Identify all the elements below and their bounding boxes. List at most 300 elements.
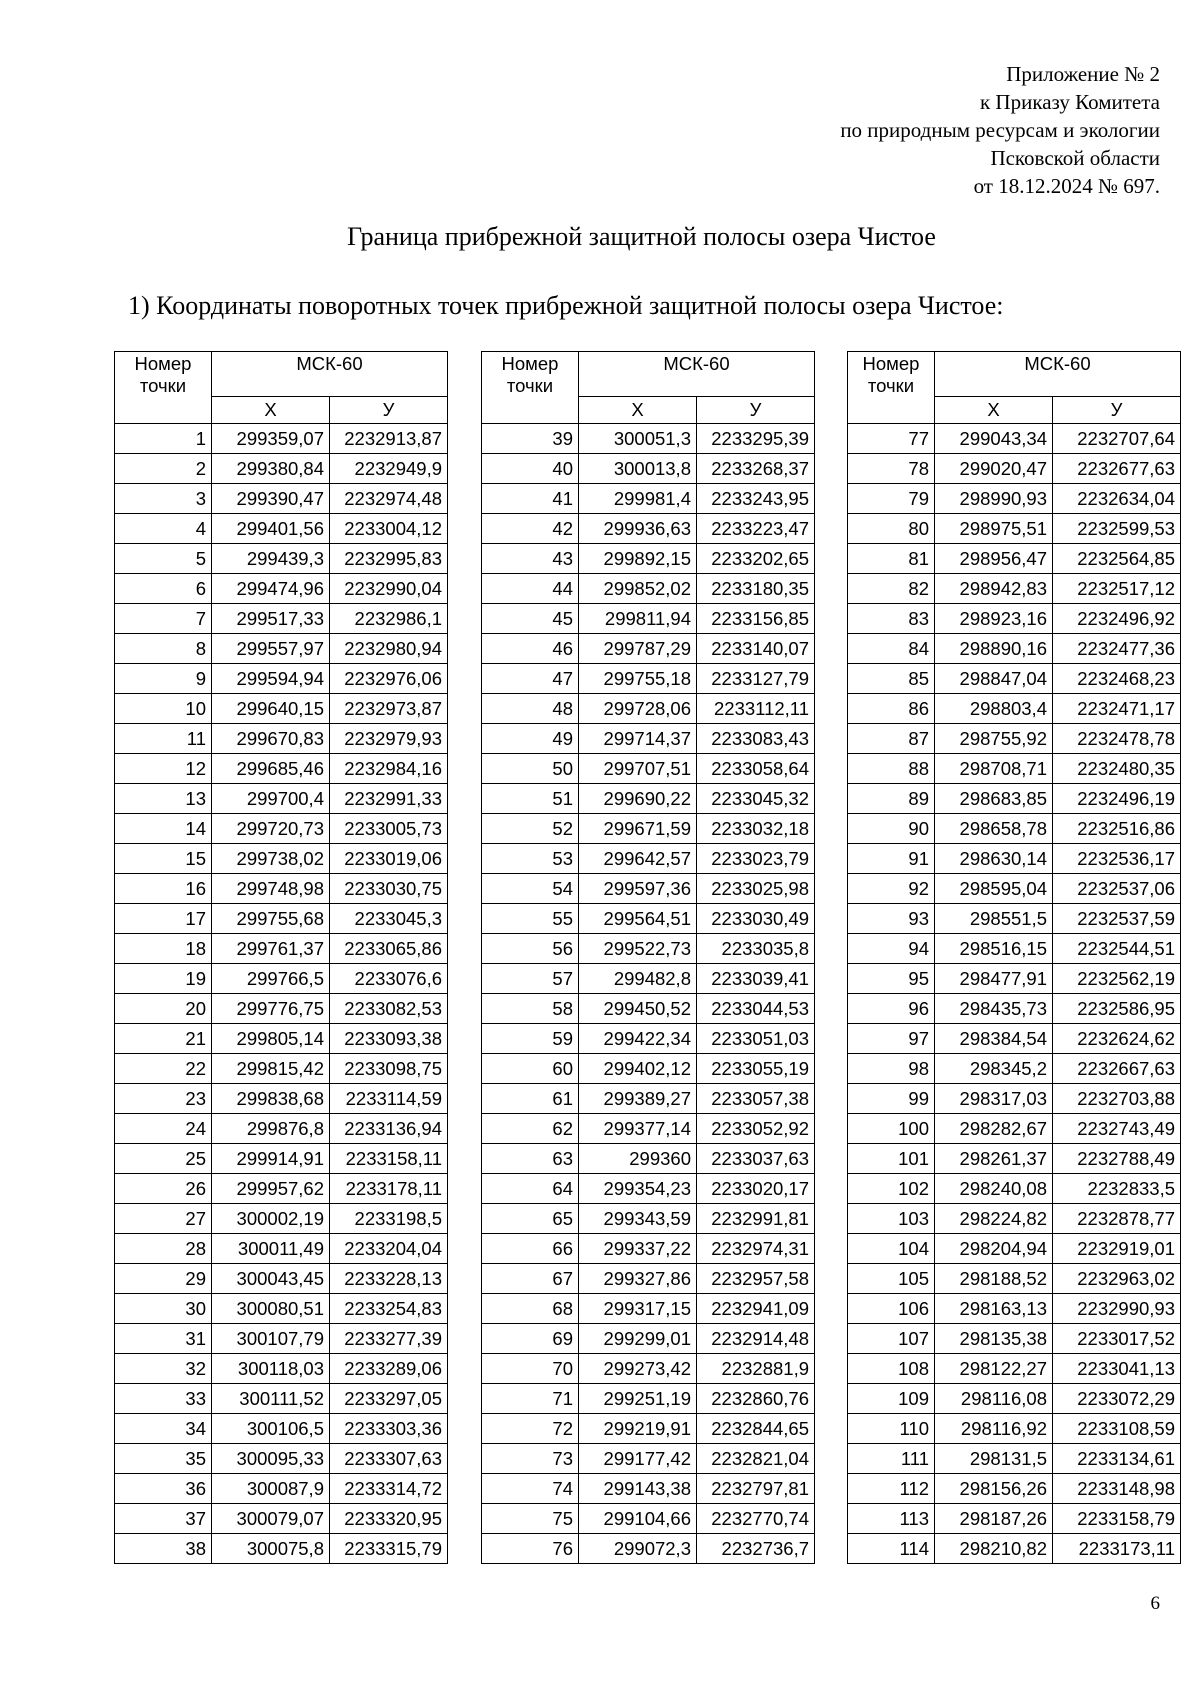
header-coordinate-system: МСК-60 bbox=[579, 352, 815, 397]
cell-y: 2233180,35 bbox=[697, 574, 815, 604]
cell-point-number: 33 bbox=[115, 1384, 212, 1414]
table-row bbox=[482, 1264, 815, 1294]
cell-x: 299805,14 bbox=[212, 1024, 330, 1054]
cell-point-number: 52 bbox=[482, 814, 579, 844]
cell-x: 300002,19 bbox=[212, 1204, 330, 1234]
cell-point-number: 106 bbox=[848, 1294, 935, 1324]
table-row bbox=[482, 724, 815, 754]
table-row bbox=[848, 814, 1181, 844]
document-title: Граница прибрежной защитной полосы озера Чистое bbox=[347, 222, 936, 251]
table-row bbox=[482, 1414, 815, 1444]
cell-x: 299389,27 bbox=[579, 1084, 697, 1114]
table-row bbox=[848, 1114, 1181, 1144]
table-row bbox=[115, 454, 448, 484]
cell-point-number: 66 bbox=[482, 1234, 579, 1264]
cell-point-number: 13 bbox=[115, 784, 212, 814]
cell-x: 298187,26 bbox=[935, 1504, 1053, 1534]
cell-point-number: 101 bbox=[848, 1144, 935, 1174]
cell-y: 2232860,76 bbox=[697, 1384, 815, 1414]
cell-point-number: 108 bbox=[848, 1354, 935, 1384]
coordinates-table-1 bbox=[114, 351, 448, 1564]
table-row bbox=[848, 1534, 1181, 1564]
cell-x: 299700,4 bbox=[212, 784, 330, 814]
cell-point-number: 91 bbox=[848, 844, 935, 874]
table-row bbox=[115, 1294, 448, 1324]
cell-x: 299685,46 bbox=[212, 754, 330, 784]
cell-point-number: 92 bbox=[848, 874, 935, 904]
cell-y: 2233041,13 bbox=[1053, 1354, 1181, 1384]
page-number: 6 bbox=[1150, 1593, 1160, 1614]
cell-point-number: 42 bbox=[482, 514, 579, 544]
cell-y: 2232973,87 bbox=[330, 694, 448, 724]
cell-y: 2232991,81 bbox=[697, 1204, 815, 1234]
cell-point-number: 72 bbox=[482, 1414, 579, 1444]
cell-point-number: 15 bbox=[115, 844, 212, 874]
table-row bbox=[115, 484, 448, 514]
table-row bbox=[848, 994, 1181, 1024]
cell-x: 298210,82 bbox=[935, 1534, 1053, 1564]
cell-y: 2233268,37 bbox=[697, 454, 815, 484]
cell-y: 2232537,59 bbox=[1053, 904, 1181, 934]
cell-y: 2232599,53 bbox=[1053, 514, 1181, 544]
table-row bbox=[848, 1084, 1181, 1114]
cell-x: 299981,4 bbox=[579, 484, 697, 514]
cell-x: 299776,75 bbox=[212, 994, 330, 1024]
cell-point-number: 63 bbox=[482, 1144, 579, 1174]
cell-y: 2232914,48 bbox=[697, 1324, 815, 1354]
cell-y: 2233158,79 bbox=[1053, 1504, 1181, 1534]
table-row bbox=[848, 424, 1181, 454]
table-row bbox=[482, 484, 815, 514]
cell-x: 299439,3 bbox=[212, 544, 330, 574]
cell-y: 2233004,12 bbox=[330, 514, 448, 544]
cell-y: 2233005,73 bbox=[330, 814, 448, 844]
cell-point-number: 82 bbox=[848, 574, 935, 604]
cell-point-number: 46 bbox=[482, 634, 579, 664]
cell-y: 2233295,39 bbox=[697, 424, 815, 454]
table-row bbox=[482, 964, 815, 994]
table-row bbox=[848, 664, 1181, 694]
cell-x: 299815,42 bbox=[212, 1054, 330, 1084]
cell-x: 299401,56 bbox=[212, 514, 330, 544]
cell-point-number: 7 bbox=[115, 604, 212, 634]
cell-point-number: 78 bbox=[848, 454, 935, 484]
cell-x: 300013,8 bbox=[579, 454, 697, 484]
cell-y: 2232974,31 bbox=[697, 1234, 815, 1264]
cell-point-number: 111 bbox=[848, 1444, 935, 1474]
cell-x: 298595,04 bbox=[935, 874, 1053, 904]
cell-y: 2233297,05 bbox=[330, 1384, 448, 1414]
table-row bbox=[848, 1204, 1181, 1234]
cell-y: 2232677,63 bbox=[1053, 454, 1181, 484]
table-row bbox=[115, 1144, 448, 1174]
cell-x: 299640,15 bbox=[212, 694, 330, 724]
header-point-number: Номер точки bbox=[482, 352, 579, 424]
cell-x: 298630,14 bbox=[935, 844, 1053, 874]
cell-x: 299390,47 bbox=[212, 484, 330, 514]
cell-y: 2232468,23 bbox=[1053, 664, 1181, 694]
cell-y: 2233127,79 bbox=[697, 664, 815, 694]
cell-x: 298956,47 bbox=[935, 544, 1053, 574]
cell-y: 2233019,06 bbox=[330, 844, 448, 874]
table-row bbox=[482, 934, 815, 964]
cell-point-number: 88 bbox=[848, 754, 935, 784]
cell-point-number: 68 bbox=[482, 1294, 579, 1324]
cell-x: 299852,02 bbox=[579, 574, 697, 604]
cell-point-number: 10 bbox=[115, 694, 212, 724]
cell-y: 2232480,35 bbox=[1053, 754, 1181, 784]
table-row bbox=[848, 964, 1181, 994]
cell-x: 299482,8 bbox=[579, 964, 697, 994]
cell-y: 2232743,49 bbox=[1053, 1114, 1181, 1144]
cell-y: 2232788,49 bbox=[1053, 1144, 1181, 1174]
cell-point-number: 31 bbox=[115, 1324, 212, 1354]
cell-point-number: 110 bbox=[848, 1414, 935, 1444]
table-row bbox=[848, 484, 1181, 514]
cell-point-number: 83 bbox=[848, 604, 935, 634]
cell-y: 2232913,87 bbox=[330, 424, 448, 454]
cell-y: 2232844,65 bbox=[697, 1414, 815, 1444]
table-row bbox=[482, 784, 815, 814]
cell-x: 298384,54 bbox=[935, 1024, 1053, 1054]
cell-x: 299707,51 bbox=[579, 754, 697, 784]
table-row bbox=[115, 1354, 448, 1384]
cell-point-number: 41 bbox=[482, 484, 579, 514]
table-row bbox=[848, 544, 1181, 574]
cell-y: 2232995,83 bbox=[330, 544, 448, 574]
cell-x: 299377,14 bbox=[579, 1114, 697, 1144]
header-x: X bbox=[579, 397, 697, 424]
cell-x: 299564,51 bbox=[579, 904, 697, 934]
cell-x: 300087,9 bbox=[212, 1474, 330, 1504]
cell-x: 299273,42 bbox=[579, 1354, 697, 1384]
cell-point-number: 104 bbox=[848, 1234, 935, 1264]
cell-point-number: 4 bbox=[115, 514, 212, 544]
table-row bbox=[115, 1324, 448, 1354]
cell-y: 2233025,98 bbox=[697, 874, 815, 904]
cell-y: 2233204,04 bbox=[330, 1234, 448, 1264]
cell-point-number: 55 bbox=[482, 904, 579, 934]
table-row bbox=[482, 604, 815, 634]
cell-x: 298122,27 bbox=[935, 1354, 1053, 1384]
table-row bbox=[482, 454, 815, 484]
cell-y: 2232949,9 bbox=[330, 454, 448, 484]
cell-x: 298188,52 bbox=[935, 1264, 1053, 1294]
cell-point-number: 48 bbox=[482, 694, 579, 724]
table-row bbox=[848, 1504, 1181, 1534]
cell-point-number: 96 bbox=[848, 994, 935, 1024]
table-row bbox=[848, 754, 1181, 784]
cell-y: 2233198,5 bbox=[330, 1204, 448, 1234]
cell-x: 299755,18 bbox=[579, 664, 697, 694]
appendix-header bbox=[660, 60, 1160, 200]
cell-y: 2233134,61 bbox=[1053, 1444, 1181, 1474]
cell-point-number: 79 bbox=[848, 484, 935, 514]
cell-y: 2233020,17 bbox=[697, 1174, 815, 1204]
table-row bbox=[115, 1234, 448, 1264]
cell-x: 299177,42 bbox=[579, 1444, 697, 1474]
cell-point-number: 34 bbox=[115, 1414, 212, 1444]
table-row bbox=[115, 844, 448, 874]
coordinates-table-2 bbox=[481, 351, 815, 1564]
cell-x: 300107,79 bbox=[212, 1324, 330, 1354]
table-row bbox=[482, 544, 815, 574]
coordinates-table-3 bbox=[847, 351, 1181, 1564]
cell-x: 299728,06 bbox=[579, 694, 697, 724]
cell-x: 300111,52 bbox=[212, 1384, 330, 1414]
cell-point-number: 8 bbox=[115, 634, 212, 664]
cell-point-number: 99 bbox=[848, 1084, 935, 1114]
cell-point-number: 95 bbox=[848, 964, 935, 994]
cell-point-number: 103 bbox=[848, 1204, 935, 1234]
table-row bbox=[115, 1174, 448, 1204]
cell-point-number: 28 bbox=[115, 1234, 212, 1264]
cell-y: 2233114,59 bbox=[330, 1084, 448, 1114]
cell-point-number: 77 bbox=[848, 424, 935, 454]
cell-y: 2233082,53 bbox=[330, 994, 448, 1024]
cell-x: 299557,97 bbox=[212, 634, 330, 664]
cell-point-number: 100 bbox=[848, 1114, 935, 1144]
table-row bbox=[482, 1174, 815, 1204]
cell-x: 298131,5 bbox=[935, 1444, 1053, 1474]
cell-x: 300075,8 bbox=[212, 1534, 330, 1564]
cell-y: 2233228,13 bbox=[330, 1264, 448, 1294]
cell-x: 299720,73 bbox=[212, 814, 330, 844]
table-row bbox=[115, 874, 448, 904]
cell-y: 2232478,78 bbox=[1053, 724, 1181, 754]
cell-y: 2233055,19 bbox=[697, 1054, 815, 1084]
section-heading: 1) Координаты поворотных точек прибрежной защитной полосы озера Чистое: bbox=[128, 291, 1004, 320]
cell-y: 2232496,92 bbox=[1053, 604, 1181, 634]
cell-x: 298163,13 bbox=[935, 1294, 1053, 1324]
cell-y: 2233178,11 bbox=[330, 1174, 448, 1204]
cell-x: 299594,94 bbox=[212, 664, 330, 694]
cell-x: 298516,15 bbox=[935, 934, 1053, 964]
table-row bbox=[848, 1024, 1181, 1054]
cell-y: 2232736,7 bbox=[697, 1534, 815, 1564]
cell-y: 2233051,03 bbox=[697, 1024, 815, 1054]
cell-x: 299876,8 bbox=[212, 1114, 330, 1144]
cell-point-number: 60 bbox=[482, 1054, 579, 1084]
table-row bbox=[115, 1024, 448, 1054]
cell-point-number: 23 bbox=[115, 1084, 212, 1114]
cell-point-number: 87 bbox=[848, 724, 935, 754]
table-row bbox=[482, 1054, 815, 1084]
table-row bbox=[115, 694, 448, 724]
table-row bbox=[482, 1474, 815, 1504]
cell-y: 2233320,95 bbox=[330, 1504, 448, 1534]
cell-point-number: 20 bbox=[115, 994, 212, 1024]
cell-y: 2233035,8 bbox=[697, 934, 815, 964]
table-row bbox=[848, 1294, 1181, 1324]
cell-x: 299838,68 bbox=[212, 1084, 330, 1114]
table-row bbox=[482, 664, 815, 694]
cell-y: 2233202,65 bbox=[697, 544, 815, 574]
cell-y: 2232516,86 bbox=[1053, 814, 1181, 844]
cell-y: 2232881,9 bbox=[697, 1354, 815, 1384]
cell-point-number: 40 bbox=[482, 454, 579, 484]
cell-y: 2233289,06 bbox=[330, 1354, 448, 1384]
cell-y: 2233112,11 bbox=[697, 694, 815, 724]
table-row bbox=[848, 1414, 1181, 1444]
cell-y: 2233058,64 bbox=[697, 754, 815, 784]
cell-y: 2233072,29 bbox=[1053, 1384, 1181, 1414]
cell-y: 2232990,93 bbox=[1053, 1294, 1181, 1324]
cell-x: 299761,37 bbox=[212, 934, 330, 964]
cell-y: 2233136,94 bbox=[330, 1114, 448, 1144]
cell-x: 299402,12 bbox=[579, 1054, 697, 1084]
cell-x: 300051,3 bbox=[579, 424, 697, 454]
cell-point-number: 80 bbox=[848, 514, 935, 544]
cell-point-number: 37 bbox=[115, 1504, 212, 1534]
table-row bbox=[482, 694, 815, 724]
table-row bbox=[482, 1204, 815, 1234]
cell-y: 2232471,17 bbox=[1053, 694, 1181, 724]
cell-point-number: 102 bbox=[848, 1174, 935, 1204]
cell-y: 2233023,79 bbox=[697, 844, 815, 874]
cell-x: 298282,67 bbox=[935, 1114, 1053, 1144]
table-row bbox=[482, 1024, 815, 1054]
cell-point-number: 67 bbox=[482, 1264, 579, 1294]
header-y: У bbox=[1053, 397, 1181, 424]
cell-point-number: 26 bbox=[115, 1174, 212, 1204]
table-row bbox=[848, 1174, 1181, 1204]
header-y: У bbox=[697, 397, 815, 424]
cell-x: 298942,83 bbox=[935, 574, 1053, 604]
table-row bbox=[115, 904, 448, 934]
cell-point-number: 32 bbox=[115, 1354, 212, 1384]
cell-point-number: 5 bbox=[115, 544, 212, 574]
table-row bbox=[848, 574, 1181, 604]
table-row bbox=[848, 1054, 1181, 1084]
cell-y: 2233045,3 bbox=[330, 904, 448, 934]
table-row bbox=[848, 514, 1181, 544]
cell-x: 298975,51 bbox=[935, 514, 1053, 544]
cell-y: 2233045,32 bbox=[697, 784, 815, 814]
cell-y: 2233307,63 bbox=[330, 1444, 448, 1474]
cell-point-number: 53 bbox=[482, 844, 579, 874]
table-row bbox=[482, 1384, 815, 1414]
cell-x: 298755,92 bbox=[935, 724, 1053, 754]
table-row bbox=[848, 1324, 1181, 1354]
table-row bbox=[482, 844, 815, 874]
cell-y: 2232957,58 bbox=[697, 1264, 815, 1294]
cell-x: 299219,91 bbox=[579, 1414, 697, 1444]
cell-point-number: 58 bbox=[482, 994, 579, 1024]
header-coordinate-system: МСК-60 bbox=[935, 352, 1181, 397]
table-row bbox=[848, 1474, 1181, 1504]
table-row bbox=[848, 904, 1181, 934]
cell-y: 2233083,43 bbox=[697, 724, 815, 754]
table-row bbox=[115, 1384, 448, 1414]
table-row bbox=[115, 664, 448, 694]
table-row bbox=[482, 634, 815, 664]
table-row bbox=[115, 604, 448, 634]
cell-point-number: 86 bbox=[848, 694, 935, 724]
appendix-line: Псковской области bbox=[990, 146, 1160, 170]
table-row bbox=[115, 574, 448, 604]
cell-y: 2232624,62 bbox=[1053, 1024, 1181, 1054]
cell-point-number: 113 bbox=[848, 1504, 935, 1534]
cell-point-number: 2 bbox=[115, 454, 212, 484]
table-row bbox=[115, 1054, 448, 1084]
table-row bbox=[115, 1084, 448, 1114]
table-row bbox=[115, 814, 448, 844]
cell-y: 2232984,16 bbox=[330, 754, 448, 784]
cell-y: 2233314,72 bbox=[330, 1474, 448, 1504]
table-row bbox=[848, 454, 1181, 484]
cell-y: 2233254,83 bbox=[330, 1294, 448, 1324]
table-row bbox=[848, 844, 1181, 874]
appendix-line: к Приказу Комитета bbox=[979, 90, 1160, 114]
cell-y: 2232703,88 bbox=[1053, 1084, 1181, 1114]
cell-point-number: 75 bbox=[482, 1504, 579, 1534]
table-row bbox=[482, 1504, 815, 1534]
cell-x: 298477,91 bbox=[935, 964, 1053, 994]
cell-y: 2233052,92 bbox=[697, 1114, 815, 1144]
table-row bbox=[115, 994, 448, 1024]
cell-point-number: 94 bbox=[848, 934, 935, 964]
table-row bbox=[115, 784, 448, 814]
cell-x: 299327,86 bbox=[579, 1264, 697, 1294]
cell-point-number: 3 bbox=[115, 484, 212, 514]
cell-x: 298261,37 bbox=[935, 1144, 1053, 1174]
cell-point-number: 62 bbox=[482, 1114, 579, 1144]
cell-y: 2233303,36 bbox=[330, 1414, 448, 1444]
cell-x: 299936,63 bbox=[579, 514, 697, 544]
cell-point-number: 51 bbox=[482, 784, 579, 814]
cell-x: 299354,23 bbox=[579, 1174, 697, 1204]
cell-point-number: 43 bbox=[482, 544, 579, 574]
cell-x: 298224,82 bbox=[935, 1204, 1053, 1234]
table-row bbox=[848, 1444, 1181, 1474]
cell-x: 300080,51 bbox=[212, 1294, 330, 1324]
table-row bbox=[115, 1414, 448, 1444]
cell-point-number: 9 bbox=[115, 664, 212, 694]
cell-y: 2232586,95 bbox=[1053, 994, 1181, 1024]
cell-point-number: 16 bbox=[115, 874, 212, 904]
cell-y: 2233158,11 bbox=[330, 1144, 448, 1174]
cell-x: 298116,08 bbox=[935, 1384, 1053, 1414]
cell-y: 2233032,18 bbox=[697, 814, 815, 844]
cell-point-number: 14 bbox=[115, 814, 212, 844]
cell-y: 2233108,59 bbox=[1053, 1414, 1181, 1444]
header-y: У bbox=[330, 397, 448, 424]
cell-point-number: 19 bbox=[115, 964, 212, 994]
cell-point-number: 6 bbox=[115, 574, 212, 604]
cell-x: 299597,36 bbox=[579, 874, 697, 904]
cell-point-number: 85 bbox=[848, 664, 935, 694]
table-row bbox=[115, 934, 448, 964]
cell-x: 299522,73 bbox=[579, 934, 697, 964]
cell-y: 2232833,5 bbox=[1053, 1174, 1181, 1204]
cell-y: 2232477,36 bbox=[1053, 634, 1181, 664]
cell-y: 2232878,77 bbox=[1053, 1204, 1181, 1234]
cell-point-number: 49 bbox=[482, 724, 579, 754]
cell-x: 298658,78 bbox=[935, 814, 1053, 844]
table-row bbox=[482, 574, 815, 604]
table-row bbox=[482, 1354, 815, 1384]
cell-y: 2233277,39 bbox=[330, 1324, 448, 1354]
table-row bbox=[115, 1264, 448, 1294]
table-row bbox=[115, 754, 448, 784]
cell-x: 299787,29 bbox=[579, 634, 697, 664]
cell-x: 298345,2 bbox=[935, 1054, 1053, 1084]
cell-y: 2233076,6 bbox=[330, 964, 448, 994]
table-row bbox=[482, 1534, 815, 1564]
cell-point-number: 81 bbox=[848, 544, 935, 574]
cell-point-number: 1 bbox=[115, 424, 212, 454]
